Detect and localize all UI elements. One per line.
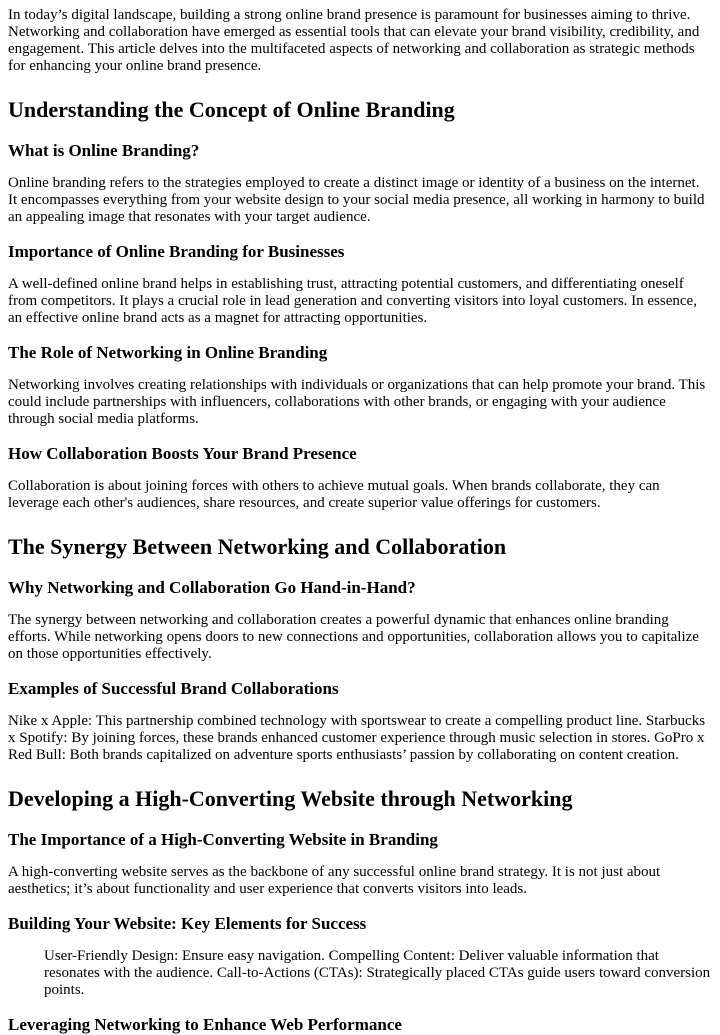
subheading-building-website: Building Your Website: Key Elements for Success	[8, 914, 367, 933]
paragraph-importance-website: A high-converting website serves as the backbone of any successful online brand strategy. It is not just about aesthetics; it’s about functionality and user experience that converts visitors into leads.	[8, 864, 661, 897]
subheading-role-of-networking: The Role of Networking in Online Branding	[8, 343, 328, 362]
section-heading-online-branding: Understanding the Concept of Online Branding	[8, 97, 455, 122]
intro-paragraph: In today’s digital landscape, building a strong online brand presence is paramount for businesses aiming to thrive. Networking and collaboration have emerged as essential tools that can elevate your brand visibility, credibility, and engagement. This article delves into the multifaceted aspects of networking and collaboration as strategic methods for enhancing your online brand presence.	[8, 7, 700, 74]
blockquote-key-elements: User-Friendly Design: Ensure easy navigation. Compelling Content: Deliver valuable information that resonates with the audience. Call-to-Actions (CTAs): Strategically placed CTAs guide users toward conversion points.	[44, 948, 711, 998]
paragraph-brand-collaborations: Nike x Apple: This partnership combined technology with sportswear to create a compelling product line. Starbucks x Spotify: By joining forces, these brands enhanced customer experience through music selection in stores. GoPro x Red Bull: Both brands capitalized on adventure sports enthusiasts’ passion by collaborating on content creation.	[8, 713, 706, 763]
paragraph-hand-in-hand: The synergy between networking and collaboration creates a powerful dynamic that enhances online branding efforts. While networking opens doors to new connections and opportunities, collaboration allows you to capitalize on those opportunities effectively.	[8, 612, 699, 662]
paragraph-what-is-online-branding: Online branding refers to the strategies employed to create a distinct image or identity of a business on the internet. It encompasses everything from your website design to your social media presence, all working in harmony to build an appealing image that resonates with your target audience.	[8, 175, 705, 225]
paragraph-collaboration-boosts: Collaboration is about joining forces with others to achieve mutual goals. When brands collaborate, they can leverage each other's audiences, share resources, and create superior value offerings for customers.	[8, 478, 660, 511]
subheading-importance-website: The Importance of a High-Converting Website in Branding	[8, 830, 438, 849]
article	[0, 7, 720, 1035]
subheading-leveraging-networking: Leveraging Networking to Enhance Web Performance	[8, 1015, 402, 1034]
subheading-importance-online-branding: Importance of Online Branding for Businesses	[8, 242, 345, 261]
paragraph-role-of-networking: Networking involves creating relationships with individuals or organizations that can help promote your brand. This could include partnerships with influencers, collaborations with other brands, or engaging with your audience through social media platforms.	[8, 377, 706, 427]
subheading-what-is-online-branding: What is Online Branding?	[8, 141, 200, 160]
subheading-collaboration-boosts: How Collaboration Boosts Your Brand Presence	[8, 444, 357, 463]
subheading-brand-collaborations: Examples of Successful Brand Collaborations	[8, 679, 339, 698]
section-heading-synergy: The Synergy Between Networking and Collaboration	[8, 534, 507, 559]
section-heading-high-converting-website: Developing a High-Converting Website through Networking	[8, 786, 573, 811]
paragraph-importance-online-branding: A well-defined online brand helps in establishing trust, attracting potential customers, and differentiating oneself from competitors. It plays a crucial role in lead generation and converting visitors into loyal customers. In essence, an effective online brand acts as a magnet for attracting opportunities.	[8, 276, 697, 326]
subheading-hand-in-hand: Why Networking and Collaboration Go Hand-in-Hand?	[8, 578, 416, 597]
